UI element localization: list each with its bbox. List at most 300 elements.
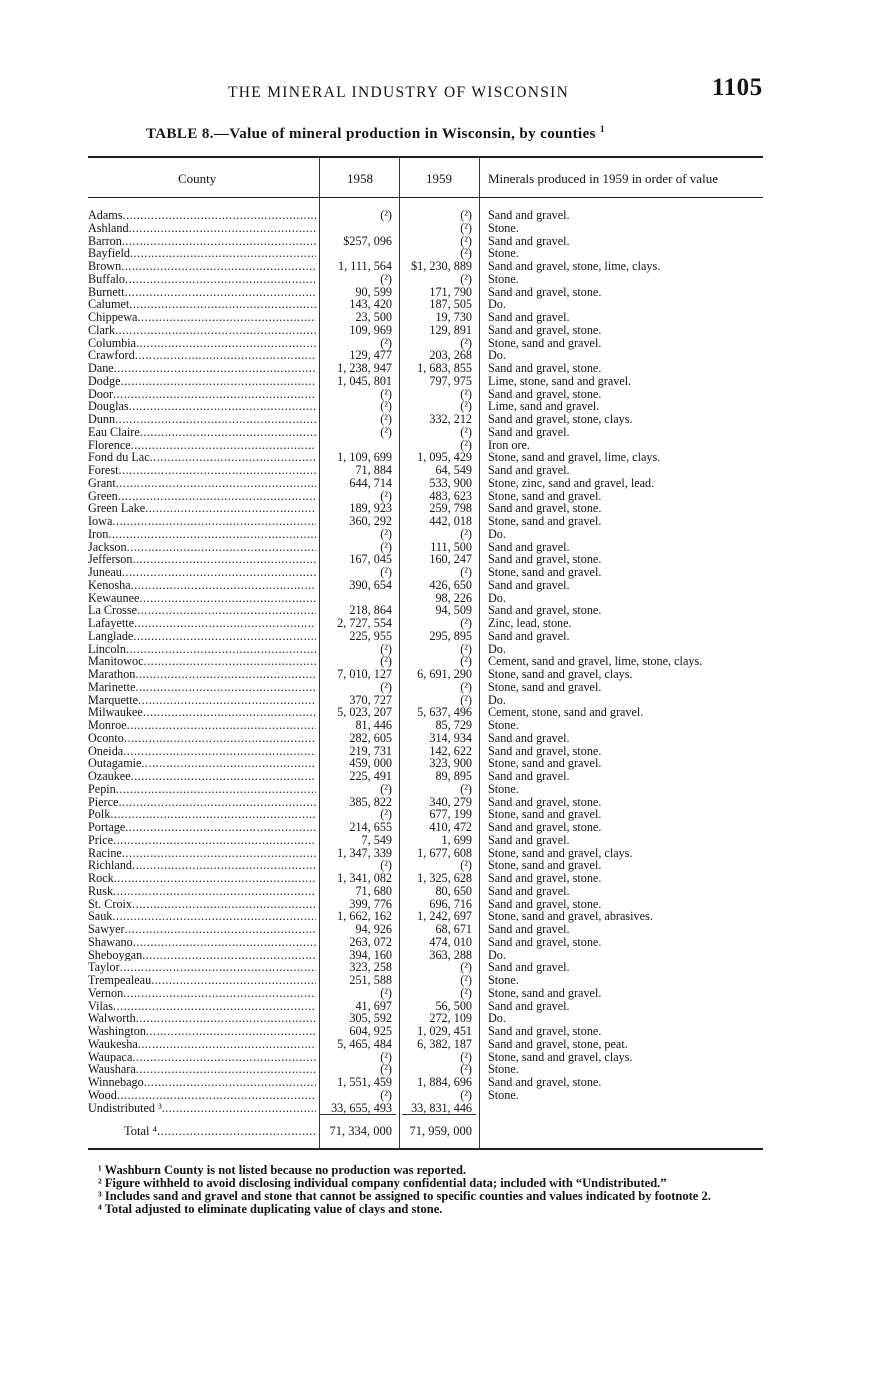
minerals-cell: Stone, sand and gravel, lime, clays. bbox=[488, 450, 661, 465]
value-1959-cell: (²) bbox=[460, 692, 472, 707]
minerals-cell: Sand and gravel. bbox=[488, 998, 570, 1013]
value-1958-cell: 604, 925 bbox=[349, 1024, 392, 1038]
value-1958-cell: 1, 347, 339 bbox=[337, 845, 392, 860]
county-cell: Dunn ..... bbox=[88, 413, 316, 426]
minerals-cell: Stone. bbox=[488, 271, 519, 286]
value-1958-cell: 1, 238, 947 bbox=[337, 361, 392, 375]
minerals-cell: Sand and gravel. bbox=[488, 310, 570, 324]
minerals-cell: Cement, sand and gravel, lime, stone, clays. bbox=[488, 654, 703, 669]
value-1959-cell: 323, 900 bbox=[429, 756, 472, 771]
value-1959-cell: 33, 831, 446 bbox=[411, 1100, 472, 1115]
minerals-cell: Sand and gravel, stone. bbox=[488, 820, 602, 834]
value-1959-cell: 187, 505 bbox=[429, 297, 472, 312]
county-cell: Florence ..... bbox=[88, 439, 316, 452]
value-1959-cell: 85, 729 bbox=[435, 718, 472, 732]
minerals-cell: Lime, stone, sand and gravel. bbox=[488, 373, 632, 388]
value-1958-cell: (²) bbox=[380, 1062, 392, 1077]
minerals-cell: Do. bbox=[488, 692, 506, 707]
value-1958-cell: 399, 776 bbox=[349, 896, 392, 911]
minerals-cell: Sand and gravel, stone, lime, clays. bbox=[488, 259, 661, 273]
value-1959-cell: 483, 623 bbox=[429, 488, 472, 503]
header-county: County bbox=[178, 171, 217, 186]
county-cell: Kenosha ..... bbox=[88, 579, 316, 592]
county-cell: Door ..... bbox=[88, 388, 316, 401]
minerals-cell: Stone, sand and gravel. bbox=[488, 985, 602, 1000]
minerals-cell: Do. bbox=[488, 947, 506, 962]
value-1958-cell: 33, 655, 493 bbox=[331, 1100, 392, 1115]
table-title bbox=[146, 124, 605, 143]
value-1959-cell: 203, 268 bbox=[429, 348, 472, 363]
minerals-cell: Stone. bbox=[488, 220, 519, 235]
value-1959-cell: 98, 226 bbox=[435, 590, 472, 605]
county-cell: Grant ..... bbox=[88, 477, 316, 490]
minerals-cell: Cement, stone, sand and gravel. bbox=[488, 705, 644, 720]
minerals-cell: Stone. bbox=[488, 718, 519, 732]
county-cell: Lincoln ..... bbox=[88, 643, 316, 656]
value-1958-cell: (²) bbox=[380, 386, 392, 401]
value-1959-cell: 332, 212 bbox=[429, 412, 472, 426]
county-cell: Shawano ..... bbox=[88, 936, 316, 949]
value-1958-cell: (²) bbox=[380, 1087, 392, 1102]
value-1958-cell: 7, 010, 127 bbox=[337, 667, 392, 681]
value-1959-cell: (²) bbox=[460, 246, 472, 261]
minerals-cell: Stone. bbox=[488, 246, 519, 261]
minerals-cell: Stone, sand and gravel. bbox=[488, 679, 602, 694]
value-1959-cell: (²) bbox=[460, 565, 472, 579]
county-cell: Waushara ..... bbox=[88, 1063, 316, 1076]
value-1958-cell: 143, 420 bbox=[349, 297, 392, 312]
value-1959-cell: 171, 790 bbox=[429, 284, 472, 299]
county-cell: Pepin ..... bbox=[88, 783, 316, 796]
minerals-cell: Sand and gravel, stone. bbox=[488, 322, 602, 337]
table-header-rule bbox=[88, 197, 763, 198]
minerals-cell: Stone, sand and gravel. bbox=[488, 807, 602, 822]
county-cell: Green ..... bbox=[88, 490, 316, 503]
value-1958-cell: 282, 605 bbox=[349, 730, 392, 745]
value-1959-cell: (²) bbox=[460, 641, 472, 656]
header-1958: 1958 bbox=[347, 171, 373, 186]
county-cell: Green Lake ..... bbox=[88, 502, 316, 515]
county-cell: Waukesha ..... bbox=[88, 1038, 316, 1051]
county-cell: La Crosse ..... bbox=[88, 604, 316, 617]
value-1958-cell: (²) bbox=[380, 565, 392, 579]
county-cell: Forest ..... bbox=[88, 464, 316, 477]
minerals-cell: Stone, sand and gravel, clays. bbox=[488, 667, 633, 681]
value-1958-cell: 644, 714 bbox=[349, 475, 392, 490]
value-1958-cell: 109, 969 bbox=[349, 322, 392, 337]
value-1958-cell: (²) bbox=[380, 781, 392, 796]
minerals-cell: Sand and gravel, stone. bbox=[488, 743, 602, 758]
value-1958-cell: (²) bbox=[380, 424, 392, 439]
value-1959-cell: (²) bbox=[460, 781, 472, 796]
total-label: Total ⁴ ..... bbox=[124, 1124, 316, 1139]
county-cell: Douglas ..... bbox=[88, 400, 316, 413]
value-1958-cell: 218, 864 bbox=[349, 603, 392, 618]
table-title-footnote-ref: 1 bbox=[600, 124, 605, 134]
value-1959-cell: (²) bbox=[460, 858, 472, 873]
minerals-cell: Sand and gravel, stone. bbox=[488, 934, 602, 949]
value-1959-cell: (²) bbox=[460, 985, 472, 1000]
value-1959-cell: 80, 650 bbox=[435, 883, 472, 898]
header-minerals: Minerals produced in 1959 in order of value bbox=[488, 171, 718, 186]
value-1958-cell: 41, 697 bbox=[355, 998, 392, 1013]
minerals-cell: Stone, sand and gravel. bbox=[488, 756, 602, 771]
value-1959-cell: 426, 650 bbox=[429, 577, 472, 592]
value-1959-cell: 410, 472 bbox=[429, 820, 472, 834]
value-1958-cell: 7, 549 bbox=[361, 832, 392, 847]
value-1958-cell: 5, 023, 207 bbox=[337, 705, 392, 720]
minerals-cell: Do. bbox=[488, 590, 506, 605]
value-1958-cell: 2, 727, 554 bbox=[337, 616, 392, 630]
value-1959-cell: 5, 637, 496 bbox=[417, 705, 472, 720]
value-1958-cell: 23, 500 bbox=[355, 310, 392, 324]
minerals-cell: Sand and gravel, stone, peat. bbox=[488, 1036, 628, 1051]
minerals-cell: Sand and gravel. bbox=[488, 233, 570, 248]
value-1958-cell: 1, 111, 564 bbox=[338, 259, 392, 273]
minerals-cell: Sand and gravel, stone. bbox=[488, 361, 602, 375]
county-cell: Columbia ..... bbox=[88, 337, 316, 350]
county-cell: Winnebago ..... bbox=[88, 1076, 316, 1089]
value-1959-cell: (²) bbox=[460, 208, 472, 222]
county-cell: Ashland ..... bbox=[88, 222, 316, 235]
county-cell: Dodge ..... bbox=[88, 375, 316, 388]
value-1958-cell: (²) bbox=[380, 858, 392, 873]
value-1959-cell: 129, 891 bbox=[429, 322, 472, 337]
county-cell: Sheboygan ..... bbox=[88, 949, 316, 962]
county-cell: Ozaukee ..... bbox=[88, 770, 316, 783]
value-1959-cell: 6, 691, 290 bbox=[417, 667, 472, 681]
value-1958-cell: 1, 551, 459 bbox=[337, 1075, 392, 1089]
value-1959-cell: 56, 500 bbox=[435, 998, 472, 1013]
county-cell: Milwaukee ..... bbox=[88, 706, 316, 719]
value-1959-cell: 89, 895 bbox=[435, 769, 472, 783]
county-cell: Fond du Lac ..... bbox=[88, 451, 316, 464]
value-1958-cell: 263, 072 bbox=[349, 934, 392, 949]
value-1959-cell: (²) bbox=[460, 654, 472, 669]
footnote-3: ³ Includes sand and gravel and stone that cannot be assigned to specific counties and values indicated by footnote 2. bbox=[98, 1189, 711, 1203]
value-1959-cell: 363, 288 bbox=[429, 947, 472, 962]
minerals-cell: Sand and gravel, stone. bbox=[488, 1075, 602, 1089]
value-1959-cell: 677, 199 bbox=[429, 807, 472, 822]
value-1959-cell: 94, 509 bbox=[435, 603, 472, 618]
footnote-4: ⁴ Total adjusted to eliminate duplicating value of clays and stone. bbox=[98, 1202, 443, 1216]
running-head-title: THE MINERAL INDUSTRY OF WISCONSIN bbox=[228, 84, 570, 101]
county-cell: Sawyer ..... bbox=[88, 923, 316, 936]
value-1959-cell: 6, 382, 187 bbox=[417, 1036, 472, 1051]
value-1958-cell: 129, 477 bbox=[349, 348, 392, 363]
value-1959-cell: 19, 730 bbox=[435, 310, 472, 324]
minerals-cell: Iron ore. bbox=[488, 437, 530, 452]
total-1959: 71, 959, 000 bbox=[409, 1124, 472, 1138]
value-1958-cell: (²) bbox=[380, 412, 392, 426]
minerals-cell: Lime, sand and gravel. bbox=[488, 399, 600, 414]
minerals-cell: Sand and gravel. bbox=[488, 463, 570, 477]
minerals-cell: Sand and gravel, stone. bbox=[488, 603, 602, 618]
total-rule-1958 bbox=[320, 1114, 396, 1115]
minerals-cell: Stone. bbox=[488, 1062, 519, 1077]
value-1958-cell: (²) bbox=[380, 1049, 392, 1064]
county-cell: Barron ..... bbox=[88, 235, 316, 248]
county-cell: Vilas ..... bbox=[88, 1000, 316, 1013]
county-cell: Jefferson ..... bbox=[88, 553, 316, 566]
value-1959-cell: (²) bbox=[460, 424, 472, 439]
minerals-cell: Sand and gravel. bbox=[488, 628, 570, 643]
value-1958-cell: 167, 045 bbox=[349, 552, 392, 567]
value-1959-cell: 160, 247 bbox=[429, 552, 472, 567]
value-1959-cell: 68, 671 bbox=[435, 922, 472, 936]
county-cell: Racine ..... bbox=[88, 847, 316, 860]
value-1959-cell: 111, 500 bbox=[430, 539, 472, 554]
county-cell: Iron ..... bbox=[88, 528, 316, 541]
county-cell: Jackson ..... bbox=[88, 541, 316, 554]
value-1959-cell: 1, 884, 696 bbox=[417, 1075, 472, 1089]
minerals-cell: Sand and gravel. bbox=[488, 883, 570, 898]
county-cell: Richland ..... bbox=[88, 859, 316, 872]
value-1958-cell: (²) bbox=[380, 539, 392, 554]
county-cell: Brown ..... bbox=[88, 260, 316, 273]
county-cell: Clark ..... bbox=[88, 324, 316, 337]
value-1959-cell: (²) bbox=[460, 1087, 472, 1102]
column-divider-minerals bbox=[479, 157, 480, 1149]
minerals-cell: Stone, sand and gravel. bbox=[488, 335, 602, 350]
value-1958-cell: 360, 292 bbox=[349, 514, 392, 528]
footnote-1: ¹ Washburn County is not listed because no production was reported. bbox=[98, 1163, 467, 1177]
value-1959-cell: 442, 018 bbox=[429, 514, 472, 528]
county-cell: Taylor ..... bbox=[88, 961, 316, 974]
footnotes bbox=[88, 1164, 768, 1216]
value-1959-cell: 1, 677, 608 bbox=[417, 845, 472, 860]
value-1959-cell: 314, 934 bbox=[429, 730, 472, 745]
county-cell: Kewaunee ..... bbox=[88, 592, 316, 605]
county-cell: Lafayette ..... bbox=[88, 617, 316, 630]
minerals-cell: Sand and gravel, stone. bbox=[488, 386, 602, 401]
minerals-cell: Do. bbox=[488, 348, 506, 363]
value-1959-cell: (²) bbox=[460, 973, 472, 987]
value-1958-cell: 459, 000 bbox=[349, 756, 392, 771]
value-1959-cell: 142, 622 bbox=[429, 743, 472, 758]
county-cell: Chippewa ..... bbox=[88, 311, 316, 324]
minerals-cell: Sand and gravel. bbox=[488, 424, 570, 439]
value-1958-cell: 394, 160 bbox=[349, 947, 392, 962]
county-cell: Oconto ..... bbox=[88, 732, 316, 745]
value-1958-cell: 1, 045, 801 bbox=[337, 373, 392, 388]
county-cell: Sauk ..... bbox=[88, 910, 316, 923]
value-1959-cell: (²) bbox=[460, 1049, 472, 1064]
minerals-cell: Stone, zinc, sand and gravel, lead. bbox=[488, 475, 655, 490]
county-cell: Langlade ..... bbox=[88, 630, 316, 643]
minerals-cell: Sand and gravel, stone. bbox=[488, 284, 602, 299]
minerals-cell: Zinc, lead, stone. bbox=[488, 616, 572, 630]
minerals-cell: Sand and gravel, stone. bbox=[488, 896, 602, 911]
minerals-cell: Do. bbox=[488, 1011, 506, 1026]
value-1959-cell: 1, 095, 429 bbox=[417, 450, 472, 465]
county-cell: Rusk ..... bbox=[88, 885, 316, 898]
value-1959-cell: 272, 109 bbox=[429, 1011, 472, 1026]
value-1959-cell: (²) bbox=[460, 960, 472, 975]
minerals-cell: Stone, sand and gravel. bbox=[488, 514, 602, 528]
value-1958-cell: 219, 731 bbox=[349, 743, 392, 758]
minerals-cell: Sand and gravel, stone. bbox=[488, 552, 602, 567]
value-1959-cell: (²) bbox=[460, 399, 472, 414]
value-1959-cell: 1, 242, 697 bbox=[417, 909, 472, 924]
minerals-cell: Stone, sand and gravel. bbox=[488, 858, 602, 873]
minerals-cell: Sand and gravel, stone. bbox=[488, 1024, 602, 1038]
value-1959-cell: (²) bbox=[460, 437, 472, 452]
minerals-cell: Sand and gravel, stone. bbox=[488, 871, 602, 885]
value-1958-cell: 214, 655 bbox=[349, 820, 392, 834]
value-1959-cell: (²) bbox=[460, 233, 472, 248]
footnote-2: ² Figure withheld to avoid disclosing individual company confidential data; included with “Undistributed.” bbox=[98, 1176, 667, 1190]
minerals-cell: Sand and gravel, stone, clays. bbox=[488, 412, 633, 426]
value-1959-cell: 797, 975 bbox=[429, 373, 472, 388]
county-cell: Iowa ..... bbox=[88, 515, 316, 528]
value-1959-cell: 1, 699 bbox=[441, 832, 472, 847]
value-1959-cell: (²) bbox=[460, 220, 472, 235]
value-1959-cell: 474, 010 bbox=[429, 934, 472, 949]
value-1959-cell: (²) bbox=[460, 386, 472, 401]
value-1959-cell: 1, 683, 855 bbox=[417, 361, 472, 375]
value-1959-cell: $1, 230, 889 bbox=[411, 259, 472, 273]
county-cell: Walworth ..... bbox=[88, 1012, 316, 1025]
value-1958-cell: 251, 588 bbox=[349, 973, 392, 987]
minerals-cell: Sand and gravel. bbox=[488, 769, 570, 783]
county-cell: Juneau ..... bbox=[88, 566, 316, 579]
value-1959-cell: 64, 549 bbox=[435, 463, 472, 477]
value-1958-cell: (²) bbox=[380, 679, 392, 694]
minerals-cell: Sand and gravel. bbox=[488, 208, 570, 222]
minerals-cell: Sand and gravel. bbox=[488, 539, 570, 554]
value-1958-cell: (²) bbox=[380, 208, 392, 222]
minerals-cell: Sand and gravel. bbox=[488, 577, 570, 592]
value-1958-cell: 323, 258 bbox=[349, 960, 392, 975]
value-1958-cell: 81, 446 bbox=[355, 718, 392, 732]
minerals-cell: Stone, sand and gravel. bbox=[488, 488, 602, 503]
minerals-cell: Stone, sand and gravel, clays. bbox=[488, 845, 633, 860]
county-cell: Portage ..... bbox=[88, 821, 316, 834]
value-1959-cell: (²) bbox=[460, 1062, 472, 1077]
county-cell: Marinette ..... bbox=[88, 681, 316, 694]
value-1958-cell: 225, 491 bbox=[349, 769, 392, 783]
minerals-cell: Stone, sand and gravel. bbox=[488, 565, 602, 579]
county-cell: Outagamie ..... bbox=[88, 757, 316, 770]
value-1959-cell: (²) bbox=[460, 679, 472, 694]
county-cell: Polk ..... bbox=[88, 808, 316, 821]
county-cell: Waupaca ..... bbox=[88, 1051, 316, 1064]
county-cell: Eau Claire ..... bbox=[88, 426, 316, 439]
county-cell: Crawford ..... bbox=[88, 349, 316, 362]
county-cell: Adams ..... bbox=[88, 209, 316, 222]
value-1958-cell: (²) bbox=[380, 985, 392, 1000]
value-1959-cell: 696, 716 bbox=[429, 896, 472, 911]
county-cell: Dane ..... bbox=[88, 362, 316, 375]
running-head bbox=[0, 74, 871, 110]
value-1958-cell: (²) bbox=[380, 654, 392, 669]
value-1958-cell: 71, 680 bbox=[355, 883, 392, 898]
value-1958-cell: 94, 926 bbox=[355, 922, 392, 936]
value-1958-cell: 1, 109, 699 bbox=[337, 450, 392, 465]
minerals-cell: Stone. bbox=[488, 1087, 519, 1102]
county-cell: Marquette ..... bbox=[88, 694, 316, 707]
total-1958: 71, 334, 000 bbox=[329, 1124, 392, 1138]
minerals-cell: Stone. bbox=[488, 973, 519, 987]
value-1958-cell: 370, 727 bbox=[349, 692, 392, 707]
minerals-cell: Do. bbox=[488, 526, 506, 541]
value-1958-cell: (²) bbox=[380, 488, 392, 503]
value-1958-cell: 385, 822 bbox=[349, 794, 392, 809]
value-1959-cell: 1, 325, 628 bbox=[417, 871, 472, 885]
value-1959-cell: 259, 798 bbox=[429, 501, 472, 516]
minerals-cell: Sand and gravel. bbox=[488, 730, 570, 745]
county-cell: St. Croix ..... bbox=[88, 898, 316, 911]
table-top-rule bbox=[88, 156, 763, 158]
minerals-cell: Sand and gravel. bbox=[488, 960, 570, 975]
county-cell: Oneida ..... bbox=[88, 745, 316, 758]
value-1959-cell: (²) bbox=[460, 335, 472, 350]
minerals-cell: Stone, sand and gravel, clays. bbox=[488, 1049, 633, 1064]
value-1958-cell: (²) bbox=[380, 271, 392, 286]
value-1958-cell: 71, 884 bbox=[355, 463, 392, 477]
value-1958-cell: (²) bbox=[380, 399, 392, 414]
header-1959: 1959 bbox=[426, 171, 452, 186]
minerals-cell: Sand and gravel. bbox=[488, 922, 570, 936]
minerals-cell: Do. bbox=[488, 297, 506, 312]
county-cell: Buffalo ..... bbox=[88, 273, 316, 286]
minerals-cell: Do. bbox=[488, 641, 506, 656]
county-cell: Washington ..... bbox=[88, 1025, 316, 1038]
value-1958-cell: 1, 662, 162 bbox=[337, 909, 392, 924]
page-number: 1105 bbox=[712, 74, 763, 101]
minerals-cell: Sand and gravel, stone. bbox=[488, 794, 602, 809]
value-1959-cell: 533, 900 bbox=[429, 475, 472, 490]
value-1958-cell: (²) bbox=[380, 335, 392, 350]
value-1958-cell: (²) bbox=[380, 807, 392, 822]
county-cell: Monroe ..... bbox=[88, 719, 316, 732]
value-1959-cell: 1, 029, 451 bbox=[417, 1024, 472, 1038]
county-cell: Marathon ..... bbox=[88, 668, 316, 681]
value-1958-cell: (²) bbox=[380, 526, 392, 541]
county-cell: Burnett ..... bbox=[88, 286, 316, 299]
value-1958-cell: 5, 465, 484 bbox=[337, 1036, 392, 1051]
value-1959-cell: (²) bbox=[460, 526, 472, 541]
value-1958-cell: $257, 096 bbox=[343, 233, 392, 248]
value-1958-cell: 305, 592 bbox=[349, 1011, 392, 1026]
county-cell: Rock ..... bbox=[88, 872, 316, 885]
value-1958-cell: 90, 599 bbox=[355, 284, 392, 299]
county-cell: Vernon ..... bbox=[88, 987, 316, 1000]
value-1958-cell: 1, 341, 082 bbox=[337, 871, 392, 885]
value-1958-cell: 225, 955 bbox=[349, 628, 392, 643]
minerals-cell: Sand and gravel, stone. bbox=[488, 501, 602, 516]
county-cell: Undistributed ³ ..... bbox=[88, 1102, 316, 1115]
minerals-cell: Stone, sand and gravel, abrasives. bbox=[488, 909, 653, 924]
total-rule-1959 bbox=[402, 1114, 476, 1115]
minerals-cell: Sand and gravel. bbox=[488, 832, 570, 847]
county-cell: Manitowoc ..... bbox=[88, 655, 316, 668]
county-cell: Price ..... bbox=[88, 834, 316, 847]
table-title-text: TABLE 8.—Value of mineral production in Wisconsin, by counties bbox=[146, 126, 596, 142]
value-1959-cell: (²) bbox=[460, 616, 472, 630]
county-cell: Wood ..... bbox=[88, 1089, 316, 1102]
value-1959-cell: 295, 895 bbox=[429, 628, 472, 643]
county-cell: Trempealeau ..... bbox=[88, 974, 316, 987]
county-cell: Pierce ..... bbox=[88, 796, 316, 809]
minerals-cell: Stone. bbox=[488, 781, 519, 796]
county-cell: Bayfield ..... bbox=[88, 247, 316, 260]
table-bottom-rule bbox=[88, 1148, 763, 1150]
value-1958-cell: (²) bbox=[380, 641, 392, 656]
county-cell: Calumet ..... bbox=[88, 298, 316, 311]
value-1959-cell: (²) bbox=[460, 271, 472, 286]
